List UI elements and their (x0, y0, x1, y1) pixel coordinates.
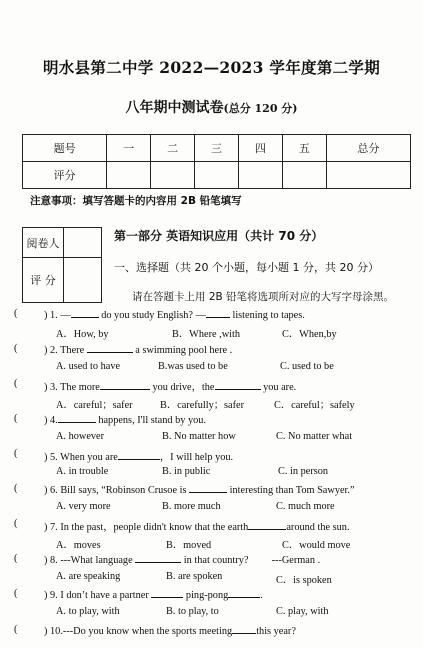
blank (151, 588, 183, 598)
score-header-row (23, 135, 411, 162)
document-title: 明水县第二中学 2022—2023 学年度第二学期 (42, 58, 381, 77)
question-4 (44, 413, 206, 426)
blank (189, 483, 227, 493)
option-c: C. in person (278, 466, 329, 477)
question-text: 4. (50, 415, 58, 426)
score-input-cell[interactable] (151, 162, 195, 189)
answer-paren-close: ) (44, 485, 48, 496)
question-text: 3. The more (50, 382, 100, 393)
option-b: B.was used to be (158, 361, 228, 372)
option-a: A．careful；safer (56, 400, 133, 411)
score-cell: 五 (282, 135, 326, 162)
score-cell: 一 (107, 135, 151, 162)
option-b: B．carefully；safer (160, 400, 245, 411)
review-score-cell[interactable] (64, 258, 102, 303)
part-heading: 第一部分 英语知识应用（共计 70 分） (114, 229, 324, 243)
answer-paren-close: ) (44, 626, 48, 637)
score-input-cell[interactable] (238, 162, 282, 189)
option-a: A. are speaking (56, 571, 121, 582)
answer-paren-close: ) (44, 345, 48, 356)
subtitle-text: 八年期中测试卷 (125, 100, 224, 116)
question-text: 10.---Do you know when the sports meeting (50, 626, 233, 637)
blank (58, 413, 96, 423)
option-b: B. in public (162, 466, 211, 477)
answer-paren-close: ) (44, 452, 48, 463)
question-9 (44, 588, 263, 601)
question-3 (44, 378, 296, 393)
question-1 (44, 308, 305, 321)
question-8 (44, 553, 320, 566)
notice-text: 注意事项：填写答题卡的内容用 2B 铅笔填写 (30, 195, 242, 207)
question-text: 6. Bill says, “Robinson Crusoe is (50, 485, 187, 496)
question-5 (44, 448, 233, 463)
option-b: B．moved (166, 540, 212, 551)
answer-paren[interactable]: ( (14, 588, 18, 599)
option-a: A. used to have (56, 361, 121, 372)
option-b: B. to play, to (166, 606, 219, 617)
question-text: 7. In the past，people didn't know that the earth (50, 522, 249, 533)
option-c: C．is spoken (276, 575, 332, 586)
question-text: you drive，the (152, 382, 215, 393)
question-text: a swimming pool here . (135, 345, 233, 356)
total-score-note: (总分 120 分) (223, 102, 298, 115)
blank (100, 380, 150, 390)
option-c: C. much more (276, 501, 335, 512)
option-c: C．careful；safely (274, 400, 355, 411)
question-text: 2. There (50, 345, 85, 356)
answer-paren-close: ) (44, 310, 48, 321)
answer-paren[interactable]: ( (14, 553, 18, 564)
option-b: B. are spoken (166, 571, 223, 582)
review-row (23, 258, 102, 303)
instruction-text: 请在答题卡上用 2B 铅笔将选项所对应的大写字母涂黑。 (132, 291, 395, 303)
reviewer-cell[interactable] (64, 228, 102, 258)
reviewer-label: 阅卷人 (23, 228, 64, 258)
question-text: . (260, 590, 263, 601)
score-input-cell[interactable] (326, 162, 410, 189)
question-text: 1. — (50, 310, 71, 321)
answer-paren-close: ) (44, 522, 48, 533)
review-score-label: 评 分 (23, 258, 64, 303)
question-text: around the sun. (286, 522, 350, 533)
question-2 (44, 343, 232, 356)
answer-paren[interactable]: ( (14, 448, 18, 459)
option-a: A. to play, with (56, 606, 120, 617)
question-7 (44, 518, 350, 533)
answer-paren[interactable]: ( (14, 413, 18, 424)
question-text: 8. ---What language (50, 555, 133, 566)
score-input-cell[interactable] (195, 162, 239, 189)
option-b: B. No matter how (162, 431, 236, 442)
question-text: ，I will help you. (159, 452, 234, 463)
score-cell: 四 (238, 135, 282, 162)
option-b: B. more much (162, 501, 221, 512)
review-table (22, 227, 102, 303)
answer-paren[interactable]: ( (14, 343, 18, 354)
blank (87, 343, 133, 353)
option-a: A．How, by (56, 329, 109, 340)
question-text: this year? (256, 626, 296, 637)
review-row (23, 228, 102, 258)
question-text: 9. I don’t have a partner (50, 590, 149, 601)
blank (118, 450, 160, 460)
answer-paren[interactable]: ( (14, 518, 18, 529)
question-text: ---German . (271, 555, 321, 566)
answer-paren-close: ) (44, 415, 48, 426)
score-value-row (23, 162, 411, 189)
blank (135, 553, 181, 563)
score-input-cell[interactable] (107, 162, 151, 189)
score-cell: 二 (151, 135, 195, 162)
answer-paren-close: ) (44, 590, 48, 601)
question-text: in that country? (183, 555, 249, 566)
question-text: happens, I'll stand by you. (98, 415, 206, 426)
option-c: C．would move (282, 540, 351, 551)
score-table (22, 134, 411, 189)
blank (71, 308, 99, 318)
question-text: do you study English? — (101, 310, 206, 321)
answer-paren[interactable]: ( (14, 308, 18, 319)
option-b: B．Where ,with (172, 329, 241, 340)
blank (206, 308, 230, 318)
score-cell: 总分 (326, 135, 410, 162)
answer-paren[interactable]: ( (14, 624, 18, 635)
answer-paren[interactable]: ( (14, 378, 18, 389)
option-a: A. very more (56, 501, 111, 512)
option-a: A．moves (56, 540, 101, 551)
option-a: A. however (56, 431, 105, 442)
question-text: listening to tapes. (232, 310, 305, 321)
option-c: C. No matter what (276, 431, 353, 442)
document-subtitle (0, 97, 423, 117)
question-text: interesting than Tom Sawyer.” (229, 485, 355, 496)
score-cell: 三 (195, 135, 239, 162)
question-text: ping-pong (185, 590, 229, 601)
blank (248, 520, 286, 530)
option-c: C．When,by (282, 329, 337, 340)
option-c: C. used to be (280, 361, 334, 372)
question-text: 5. When you are (50, 452, 118, 463)
answer-paren[interactable]: ( (14, 483, 18, 494)
blank (215, 380, 261, 390)
section-heading: 一、选择题（共 20 个小题，每小题 1 分，共 20 分） (114, 261, 379, 274)
blank (232, 624, 256, 634)
question-10 (44, 624, 296, 637)
answer-paren-close: ) (44, 555, 48, 566)
option-a: A. in trouble (56, 466, 109, 477)
option-c: C. play, with (276, 606, 329, 617)
score-cell: 题号 (23, 135, 107, 162)
question-6 (44, 483, 355, 496)
answer-paren-close: ) (44, 382, 48, 393)
score-row-label: 评分 (23, 162, 107, 189)
score-input-cell[interactable] (282, 162, 326, 189)
question-text: you are. (263, 382, 297, 393)
blank (228, 588, 260, 598)
